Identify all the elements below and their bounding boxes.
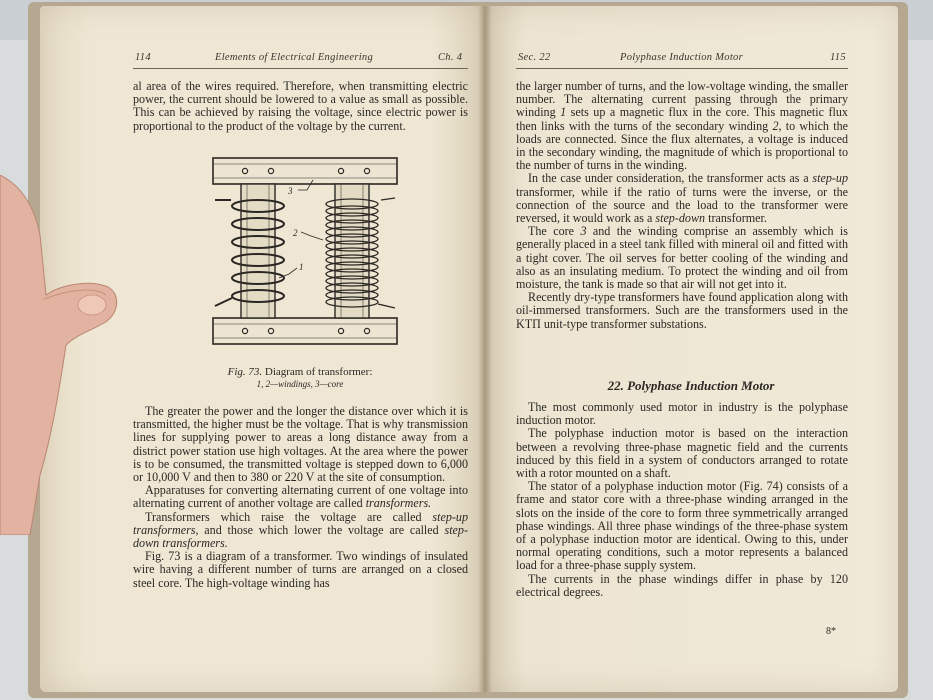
right-paragraph-3 [516,225,848,291]
right-section-label: Sec. 22 [518,52,551,63]
transformer-diagram [195,150,415,360]
left-paragraph-3-text-b: , and those which lower the voltage are called [195,522,445,537]
right-page-number: 115 [830,52,846,63]
right-paragraph-1 [516,80,848,172]
left-running-title: Elements of Electrical Engineering [215,52,374,63]
figure-caption-prefix: Fig. 73. [227,366,263,378]
left-paragraph-3-term-2: step-down transformers. [133,522,468,551]
left-paragraph-3-text-a: Transformers which raise the voltage are called [145,509,433,524]
right-text-bottom [516,401,848,599]
left-paragraph-4: Fig. 73 is a diagram of a transformer. Two windings of insulated wire having a different number of turns are arranged on a closed steel core. The high-voltage winding has [133,549,468,590]
left-paragraph-top: al area of the wires required. Therefore, when transmitting electric power, the current should be lowered to a value as small as possible. This can be achieved by raising the voltage, since electric power is proportional to the product of the voltage by the current. [133,79,468,133]
figure-label-1: 1 [299,262,304,272]
signature-mark: 8* [826,626,836,637]
left-chapter-label: Ch. 4 [438,52,463,63]
right-paragraph-1-ref-1: 1 [560,105,567,120]
right-paragraph-1-text-c: , to which the loads are connected. Since the flux alternates, a voltage is induced in the secondary winding, the magnitude of which is proportional to the number of turns in the winding. [516,118,848,173]
left-paragraph-2 [133,484,468,510]
left-paragraph-1: The greater the power and the longer the distance over which it is transmitted, the higher must be the voltage. That is why transmission lines for supplying power to areas a long distance away from a district power station use high voltages. At the area where the power is to be consumed, the transmitted voltage is stepped down to 6,000 or 10,000 V and then to 380 or 220 V at the site of consumption. [133,404,468,485]
figure-label-3: 3 [288,186,293,196]
right-paragraph-2 [516,172,848,225]
figure-caption-sub: 1, 2—windings, 3—core [256,379,344,389]
right-paragraph-2-text-c: transformer. [705,211,767,226]
left-paragraph-2-term: transformers. [365,496,432,511]
book-gutter [478,6,492,692]
hand-image [0,175,120,535]
left-paragraph-3-term-1: step-up transformers [133,509,468,537]
figure-caption-text: Diagram of transformer: [264,366,373,378]
right-paragraph-1-ref-2: 2 [772,118,779,133]
right-paragraph-6: The polyphase induction motor is based on the interaction between a revolving three-phase magnetic field and the currents induced by this field in a system of conductors arranged to rotate with a rotor mounted on a shaft. [516,426,848,481]
left-paragraph-2-text: Apparatuses for converting alternating current of one voltage into alternating current of another voltage are called [133,483,468,511]
figure-label-2: 2 [293,228,298,238]
figure-caption [150,366,450,390]
left-page-number: 114 [135,52,151,63]
right-paragraph-3-ref: 3 [580,224,587,239]
left-text-bottom [133,405,468,590]
right-text-top [516,80,848,331]
right-paragraph-7: The stator of a polyphase induction motor (Fig. 74) consists of a frame and stator core with a three-phase winding arranged in the slots on the inside of the core to form three symmetrically arranged phase windings. All three phase windings of the three-phase system of a polyphase induction motor are identical. Owing to this, under normal operating conditions, such a motor represents a balanced load for a three-phase supply system. [516,479,848,573]
right-paragraph-3-text-b: and the winding comprise an assembly which is generally placed in a steel tank filled with mineral oil and fitted with a tight cover. The oil serves for better cooling of the winding and also as an insulating medium. To protect the winding and oil from moisture, the tank is made so that air will not get into it. [516,224,848,292]
right-paragraph-1-text-b: sets up a magnetic flux in the core. This magnetic flux then links with the turns of the secondary winding [516,105,848,133]
right-paragraph-3-text-a: The core [528,224,581,239]
left-paragraph-3 [133,511,468,551]
right-paragraph-8: The currents in the phase windings differ in phase by 120 electrical degrees. [516,571,848,599]
section-title: 22. Polyphase Induction Motor [607,378,775,393]
right-header-rule [516,68,848,69]
left-header-rule [133,68,468,69]
right-paragraph-4: Recently dry-type transformers have found application along with oil-immersed transformers. Such are the transformers used in the KTП unit-type transformer substations. [516,290,848,331]
right-paragraph-2-text-b: transformer, while if the ratio of turns were the inverse, or the connection of the source and the load to the transformer were reversed, it would work as a [516,184,848,226]
right-paragraph-2-term-1: step-up [812,171,848,186]
right-paragraph-5: The most commonly used motor in industry is the polyphase induction motor. [516,400,848,428]
right-paragraph-1-text-a: the larger number of turns, and the low-voltage winding, the smaller number. The alternating current passing through the primary winding [516,79,848,120]
left-text-top [133,80,468,133]
right-running-title: Polyphase Induction Motor [620,52,743,63]
right-paragraph-2-text-a: In the case under consideration, the transformer acts as a [528,171,813,186]
right-paragraph-2-term-2: step-down [655,211,706,226]
